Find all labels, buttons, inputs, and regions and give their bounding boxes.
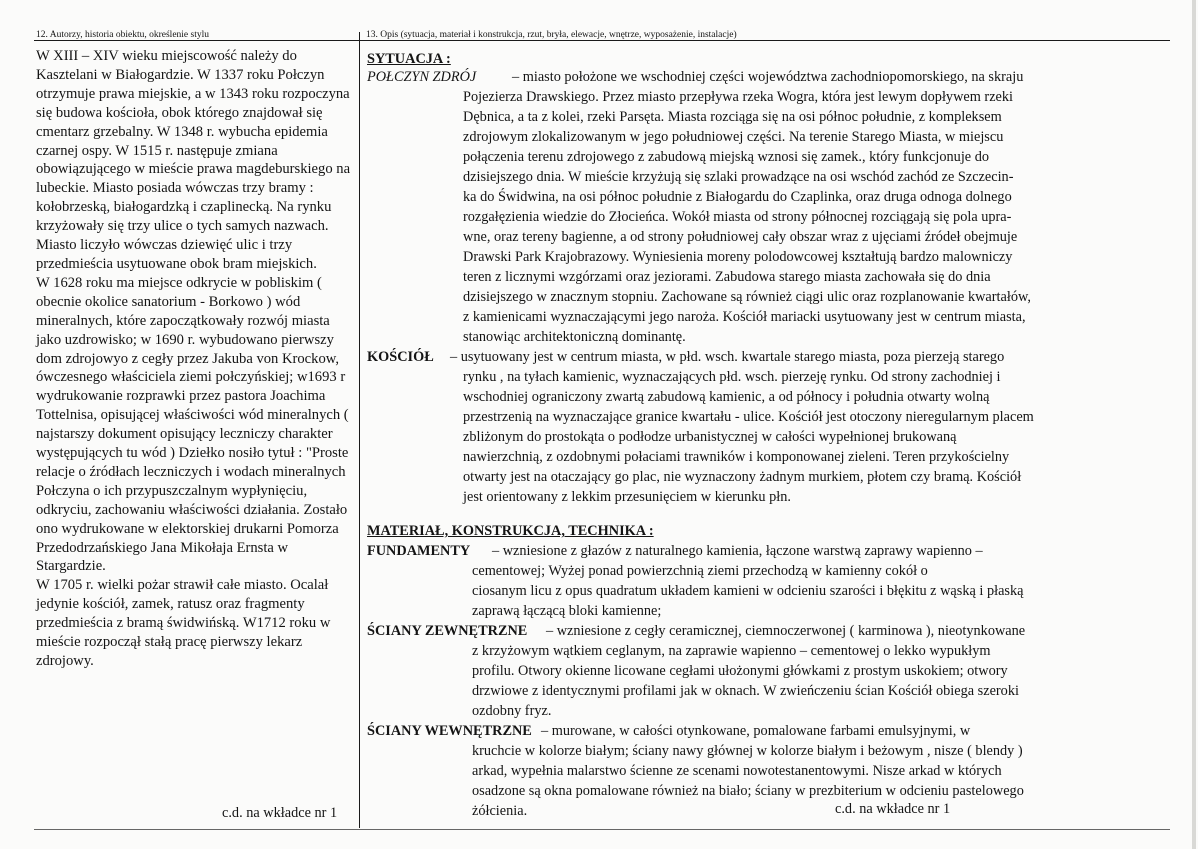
text-line: przestrzenią na wyznaczające granice kwartału - ulice. Kościół jest otoczony nieregularnym placem [463, 409, 1034, 425]
text-line: rynku , na tyłach kamienic, wyznaczających płd. wsch. pierzeję rynku. Od strony zachodniej i [463, 369, 1001, 385]
text-line: dzisiejszego w znacznym stopniu. Zachowane są również ciągi ulic oraz rozplanowanie kwartałów, [463, 289, 1031, 305]
history-paragraph: W 1628 roku ma miejsce odkrycie w pobliskim ( obecnie okolice sanatorium - Borkowo ) wód mineralnych, które zapoczątkowały rozwój miasta jako uzdrowisko; w 1690 r. wybudowano pierwszy dom zdrojowyo z cegły przez Jakuba von Krockow, ówczesnego właściciela ziemi połczyńskiej; w1693 r wydrukowanie rozprawki przez pastora Joachima Tottelnisa, opisującej właściwości wód mineralnych ( najstarszy dokument opisujący leczniczy charakter występujących tu wód ) Dziełko nosiło tytuł : "Proste relacje o źródłach leczniczych i wodach mineralnych Połczyna o ich przypuszczalnym wypłynięciu, odkryciu, zachowaniu właściwości działania. Zostało ono wydrukowane w elektorskiej drukarni Pomorza Przedodrzańskiego Jana Mikołaja Ernsta w Stargardzie. [36, 274, 349, 575]
text-line: z kamienicami wyznaczającymi jego naroża. Kościół mariacki usytuowany jest w centrum miasta, [463, 309, 1026, 325]
text-line: zdrojowym zlokalizowanym w jego południowej części. Na terenie Starego Miasta, w miejscu [463, 129, 1004, 145]
column-divider [359, 32, 360, 828]
text-line: – usytuowany jest w centrum miasta, w płd. wsch. kwartale starego miasta, poza pierzeją starego [450, 349, 1005, 365]
text-line: nawierzchnią, z ozdobnymi połaciami trawników i komponowanej zieleni. Teren przykościelny [463, 449, 1010, 465]
text-line: rozgałęzienia wiedzie do Złocieńca. Wokół miasta od strony północnej rozciągają się pola upra- [463, 209, 1012, 225]
text-line: – wzniesione z cegły ceramicznej, ciemnoczerwonej ( karminowa ), nieotynkowane [546, 623, 1026, 639]
footer-rule [34, 829, 1170, 830]
text-line: teren z licznymi wzgórzami oraz jeziorami. Zabudowa starego miasta zachowała się do dnia [463, 269, 991, 285]
text-line: zaprawą łączącą bloki kamienne; [472, 603, 662, 619]
text-line: – wzniesione z głazów z naturalnego kamienia, łączone warstwą zaprawy wapienno – [492, 543, 983, 559]
text-line: wne, oraz tereny bagienne, a od strony południowej cały obszar wraz z ujęciami źródeł obejmuje [463, 229, 1018, 245]
text-line: Pojezierza Drawskiego. Przez miasto przepływa rzeka Wogra, która jest lewym dopływem rzeki [463, 89, 1014, 105]
text-line: drzwiowe z identycznymi profilami jak w oknach. W zwieńczeniu ścian Kościół obiega szeroki [472, 683, 1019, 699]
history-paragraph: W 1705 r. wielki pożar strawił całe miasto. Ocalał jedynie kościół, zamek, ratusz oraz fragmenty przedmieścia z bramą świdwińską. W1712 roku w mieście rozpoczął stałą pracę pierwszy lekarz zdrojowy. [36, 577, 331, 669]
internal-walls-heading: ŚCIANY WEWNĘTRZNE [367, 723, 532, 739]
text-line: ka do Świdwina, na osi północ południe z Białogardu do Czaplinka, oraz druga odnoga dolnego [463, 189, 1012, 205]
left-continued-note: c.d. na wkładce nr 1 [222, 805, 338, 821]
right-section-header: 13. Opis (sytuacja, materiał i konstrukcja, rzut, bryła, elewacje, wnętrze, wyposażenie, instalacje) [366, 30, 737, 40]
text-line: jest orientowany z lekkim przesunięciem w kierunku płn. [463, 489, 791, 505]
text-line: otwarty jest na otaczający go plac, nie wyznaczony żadnym murkiem, płotem czy bramą. Kościół [463, 469, 1022, 485]
church-heading: KOŚCIÓŁ [367, 349, 434, 365]
foundations-heading: FUNDAMENTY [367, 543, 471, 559]
situation-heading: SYTUACJA : [367, 51, 451, 67]
text-line: stanowiąc architektoniczną dominantę. [463, 329, 686, 345]
left-section-header: 12. Autorzy, historia obiektu, określenie stylu [36, 30, 209, 40]
text-line: kruchcie w kolorze białym; ściany nawy głównej w kolorze białym i beżowym , nisze ( blendy ) [472, 743, 1023, 759]
text-line: ciosanym licu z opus quadratum układem kamieni w odcieniu szarości i błękitu z wąską i płaską [472, 583, 1024, 599]
text-line: Drawski Park Krajobrazowy. Wyniesienia moreny polodowcowej kształtują bardzo malowniczy [463, 249, 1013, 265]
header-rule [34, 40, 1170, 41]
text-line: zbliżonym do prostokąta o podłodze urbanistycznej w całości wypełnionej brukowaną [463, 429, 957, 445]
right-continued-note: c.d. na wkładce nr 1 [835, 801, 951, 817]
text-line: wschodniej ograniczony zwartą zabudową kamienic, a od północy i południa otwarty wolną [463, 389, 990, 405]
text-line: Dębnica, a ta z kolei, rzeki Parsęta. Miasta rozciąga się na osi północ południe, z kompleksem [463, 109, 1002, 125]
scan-edge [1192, 0, 1196, 849]
text-line: – murowane, w całości otynkowane, pomalowane farbami emulsyjnymi, w [541, 723, 971, 739]
text-line: połączenia terenu zdrojowego z zabudową miejską wznosi się zamek., który funkcjonuje do [463, 149, 990, 165]
material-heading: MATERIAŁ, KONSTRUKCJA, TECHNIKA : [367, 523, 654, 539]
text-line: osadzone są okna pomalowane również na biało; ściany w prezbiterium w odcieniu pastelowego [472, 783, 1024, 799]
text-line: cementowej; Wyżej ponad powierzchnią ziemi przechodzą w kamienny cokół o [472, 563, 928, 579]
text-line: żółcienia. [472, 803, 528, 819]
history-column [36, 47, 358, 671]
text-line: arkad, wypełnia malarstwo ścienne ze scenami nowotestanentowymi. Nisze arkad w których [472, 763, 1002, 779]
text-line: – miasto położone we wschodniej części województwa zachodniopomorskiego, na skraju [512, 69, 1024, 85]
text-line: profilu. Otwory okienne licowane cegłami ułożonymi główkami z prostym uskokiem; otwory [472, 663, 1008, 679]
text-line: dzisiejszego dnia. W mieście krzyżują się szlaki prowadzące na osi wschód zachód ze Szczecin- [463, 169, 1014, 185]
text-line: z krzyżowym wątkiem ceglanym, na zaprawie wapienno – cementowej o lekko wypukłym [472, 643, 991, 659]
history-paragraph: W XIII – XIV wieku miejscowość należy do Kasztelani w Białogardzie. W 1337 roku Połczyn otrzymuje prawa miejskie, a w 1343 roku rozpoczyna się budowa kościoła, obok którego znajdował się cmentarz grzebalny. W 1348 r. wybucha epidemia czarnej ospy. W 1515 r. następuje zmiana obowiązującego w mieście prawa magdeburskiego na lubeckie. Miasto posiada wówczas trzy bramy : kołobrzeską, białogardzką i czaplinecką. Na rynku krzyżowały się trzy ulice o tych samych nazwach. Miasto liczyło wówczas dziewięć ulic i trzy przedmieścia usytuowane obok bram miejskich. [36, 48, 351, 272]
text-line: ozdobny fryz. [472, 703, 552, 719]
external-walls-heading: ŚCIANY ZEWNĘTRZNE [367, 623, 528, 639]
town-name: POŁCZYN ZDRÓJ [367, 69, 477, 85]
